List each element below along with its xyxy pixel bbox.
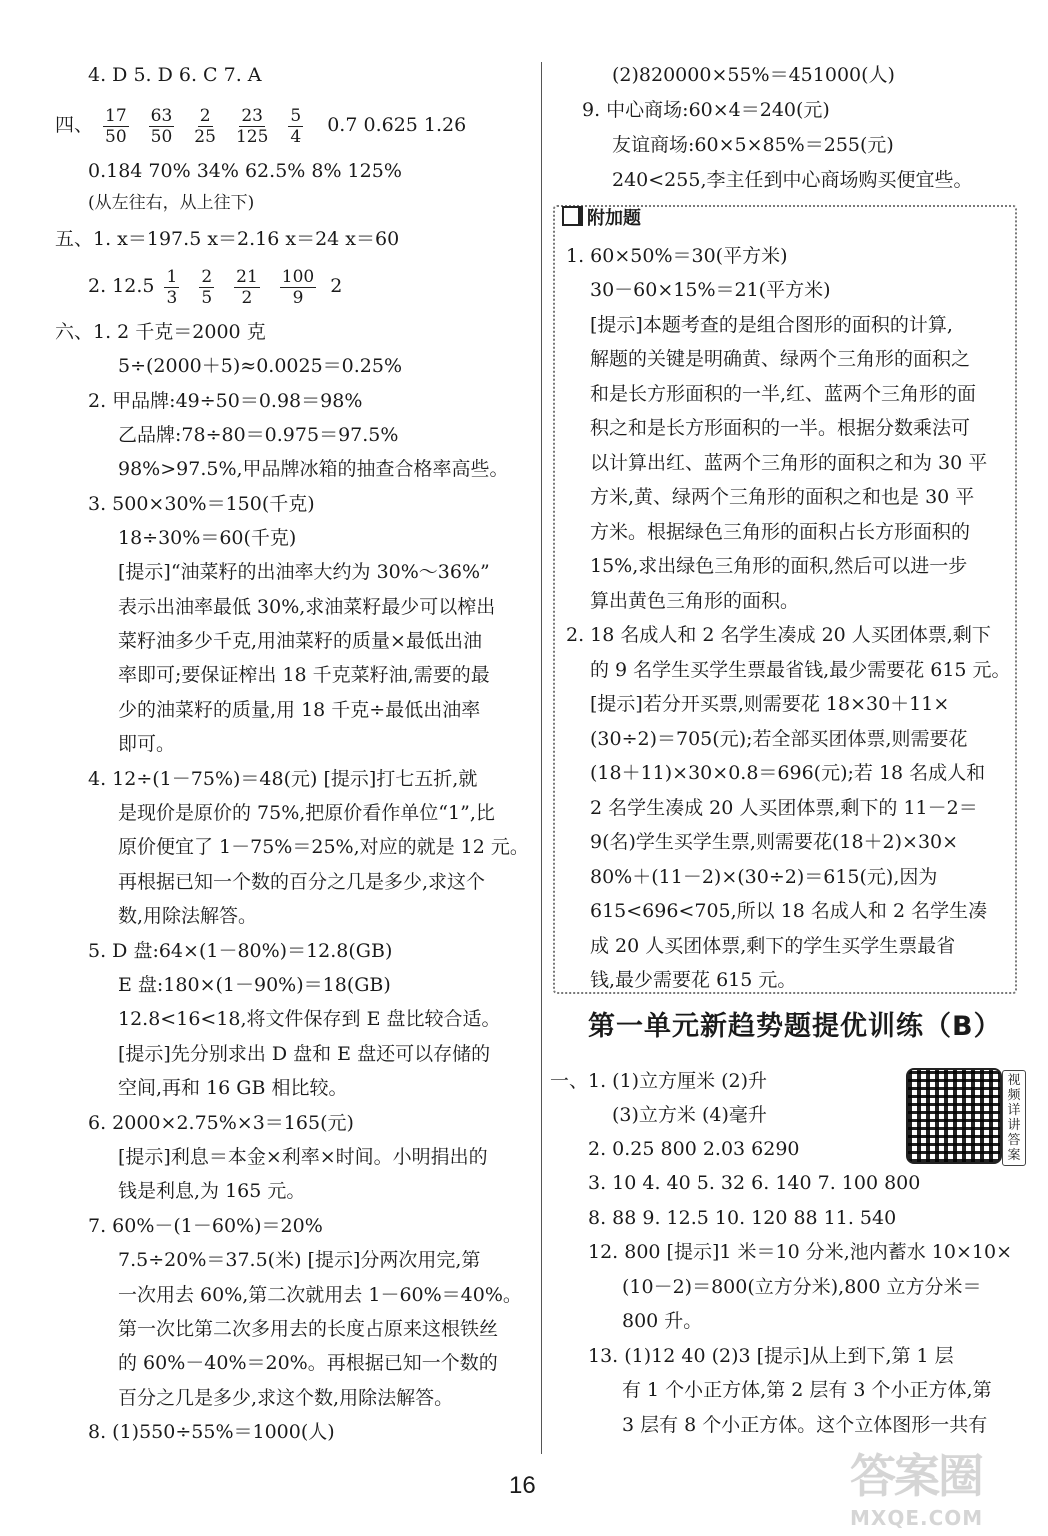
hint-line: 800 升。	[622, 1310, 703, 1332]
answer-line: 5÷(2000＋5)≈0.0025＝0.25%	[118, 355, 403, 377]
fraction-row	[55, 104, 466, 146]
numerator: 1	[166, 266, 178, 287]
fraction-list	[154, 266, 326, 308]
answer-line: 98%>97.5%,甲品牌冰箱的抽查合格率高些。	[118, 458, 509, 480]
answer-line: 7.5÷20%＝37.5(米) [提示]分两次用完,第	[118, 1249, 481, 1271]
hint-line: 的 60%－40%＝20%。再根据已知一个数的	[118, 1352, 498, 1374]
answer-line: 18÷30%＝60(千克)	[118, 527, 297, 549]
hint-line: [提示]先分别求出 D 盘和 E 盘还可以存储的	[118, 1043, 491, 1065]
numerator: 2	[201, 266, 213, 287]
denominator: 25	[194, 126, 216, 147]
answer-line: 8. 88 9. 12.5 10. 120 88 11. 540	[588, 1207, 897, 1229]
denominator: 50	[150, 126, 173, 147]
answer-line: (2)820000×55%＝451000(人)	[612, 64, 895, 86]
hint-line: 15%,求出绿色三角形的面积,然后可以进一步	[590, 555, 968, 577]
section-title: 第一单元新趋势题提优训练（B）	[588, 1011, 1002, 1042]
hint-line: 数,用除法解答。	[118, 905, 258, 927]
hint-line: 615<696<705,所以 18 名成人和 2 名学生凑	[590, 900, 988, 922]
hint-line: 少的油菜籽的质量,用 18 千克÷最低出油率	[118, 699, 481, 721]
answer-head: 2. 12.5	[88, 275, 155, 297]
answer-line: 一、1. (1)立方厘米 (2)升	[550, 1070, 768, 1092]
answer-line: 13. (1)12 40 (2)3 [提示]从上到下,第 1 层	[588, 1345, 954, 1367]
hint-line: 一次用去 60%,第二次就用去 1－60%＝40%。	[118, 1284, 522, 1306]
denominator: 125	[235, 126, 269, 147]
hint-line: 原价便宜了 1－75%＝25%,对应的就是 12 元。	[118, 836, 529, 858]
fraction	[288, 106, 303, 147]
answer-line: 六、1. 2 千克＝2000 克	[55, 321, 266, 343]
answer-line: 2. 18 名成人和 2 名学生凑成 20 人买团体票,剩下	[566, 624, 991, 646]
hint-line: 第一次比第二次多用去的长度占原来这根铁丝	[118, 1318, 499, 1340]
hint-line: 2 名学生凑成 20 人买团体票,剩下的 11－2＝	[590, 797, 978, 819]
denominator: 50	[105, 126, 127, 147]
answer-line: 7. 60%－(1－60%)＝20%	[88, 1215, 323, 1237]
answer-line: 乙品牌:78÷80＝0.975＝97.5%	[118, 424, 399, 446]
section-label: 四、	[55, 114, 94, 136]
numerator: 2	[199, 105, 211, 126]
hint-line: 3 层有 8 个小正方体。这个立体图形一共有	[622, 1414, 988, 1436]
answer-line: 4. D 5. D 6. C 7. A	[88, 64, 262, 86]
hint-line: 再根据已知一个数的百分之几是多少,求这个	[118, 871, 486, 893]
hint-line: [提示]“油菜籽的出油率大约为 30%～36%”	[118, 561, 490, 583]
hint-line: [提示]利息＝本金×利率×时间。小明捐出的	[118, 1146, 488, 1168]
answer-tail: 2	[330, 275, 343, 297]
answer-line: 的 9 名学生买学生票最省钱,最少需要花 615 元。	[590, 659, 1011, 681]
watermark-logo: 答案圈 MXQE.COM	[850, 1449, 984, 1530]
note-line: (从左往右，从上往下)	[88, 193, 255, 213]
hint-line: 钱,最少需要花 615 元。	[590, 969, 797, 991]
fraction	[199, 267, 214, 308]
fraction-list	[93, 105, 313, 147]
hint-line: 和是长方形面积的一半,红、蓝两个三角形的面	[590, 383, 977, 405]
answer-line: 12. 800 [提示]1 米＝10 分米,池内蓄水 10×10×	[588, 1241, 1013, 1263]
hint-line: 菜籽油多少千克,用油菜籽的质量×最低出油	[118, 630, 482, 652]
fraction	[234, 267, 260, 308]
hint-line: 解题的关键是明确黄、绿两个三角形的面积之	[590, 348, 971, 370]
answer-line: (3)立方米 (4)毫升	[612, 1104, 767, 1126]
hint-line: 方米,黄、绿两个三角形的面积之和也是 30 平	[590, 486, 975, 508]
column-divider	[541, 62, 542, 1454]
hint-line: [提示]本题考查的是组合图形的面积的计算,	[590, 314, 953, 336]
hint-line: 成 20 人买团体票,剩下的学生买学生票最省	[590, 935, 956, 957]
hint-line: 钱是利息,为 165 元。	[118, 1180, 306, 1202]
hint-line: [提示]若分开买票,则需要花 18×30＋11×	[590, 693, 950, 715]
numerator: 5	[290, 105, 302, 126]
fraction	[194, 106, 216, 147]
fraction	[280, 267, 316, 308]
denominator: 5	[201, 287, 213, 308]
answer-line: 240<255,李主任到中心商场购买便宜些。	[612, 169, 973, 191]
qr-label: 视频详讲答案	[1002, 1070, 1026, 1166]
answer-line: 友谊商场:60×5×85%＝255(元)	[612, 134, 894, 156]
hint-line: 表示出油率最低 30%,求油菜籽最少可以榨出	[118, 596, 496, 618]
numerator: 23	[241, 105, 263, 126]
answer-line: 2. 0.25 800 2.03 6290	[588, 1138, 800, 1160]
answer-line: 五、1. x＝197.5 x＝2.16 x＝24 x＝60	[55, 228, 400, 250]
bonus-box-title: 附加题	[562, 205, 641, 233]
hint-line: 有 1 个小正方体,第 2 层有 3 个小正方体,第	[622, 1379, 992, 1401]
answer-line: 5. D 盘:64×(1－80%)＝12.8(GB)	[88, 940, 393, 962]
numerator: 63	[150, 105, 173, 126]
answer-line: 8. (1)550÷55%＝1000(人)	[88, 1421, 335, 1443]
answer-line: 1. 60×50%＝30(平方米)	[566, 245, 788, 267]
hint-line: (30÷2)＝705(元);若全部买团体票,则需要花	[590, 728, 968, 750]
numerator: 21	[236, 266, 258, 287]
decimal-list: 0.7 0.625 1.26	[327, 114, 467, 136]
hint-line: 方米。根据绿色三角形的面积占长方形面积的	[590, 521, 971, 543]
hint-line: (18＋11)×30×0.8＝696(元);若 18 名成人和	[590, 762, 986, 784]
numerator: 17	[105, 105, 127, 126]
answer-line: 2. 甲品牌:49÷50＝0.98＝98%	[88, 390, 363, 412]
denominator: 9	[292, 287, 304, 308]
fraction-row	[88, 264, 342, 308]
fraction	[149, 106, 175, 147]
denominator: 3	[166, 287, 178, 308]
answer-line: 4. 12÷(1－75%)＝48(元) [提示]打七五折,就	[88, 768, 478, 790]
fraction	[164, 267, 179, 308]
qr-code-icon[interactable]	[906, 1068, 1002, 1164]
hint-line: 空间,再和 16 GB 相比较。	[118, 1077, 348, 1099]
page-number: 16	[509, 1472, 536, 1499]
fraction	[103, 106, 129, 147]
hint-line: 算出黄色三角形的面积。	[590, 590, 800, 612]
hint-line: (10－2)＝800(立方分米),800 立方分米＝	[622, 1276, 982, 1298]
answer-line: 0.184 70% 34% 62.5% 8% 125%	[88, 160, 402, 182]
answer-line: 3. 500×30%＝150(千克)	[88, 493, 315, 515]
hint-line: 以计算出红、蓝两个三角形的面积之和为 30 平	[590, 452, 988, 474]
denominator: 4	[290, 126, 302, 147]
answer-line: E 盘:180×(1－90%)＝18(GB)	[118, 974, 391, 996]
hint-line: 80%＋(11－2)×(30÷2)＝615(元),因为	[590, 866, 938, 888]
hint-line: 积之和是长方形面积的一半。根据分数乘法可	[590, 417, 971, 439]
answer-line: 6. 2000×2.75%×3＝165(元)	[88, 1112, 354, 1134]
answer-line: 30－60×15%＝21(平方米)	[590, 279, 831, 301]
denominator: 2	[241, 287, 253, 308]
hint-line: 是现价是原价的 75%,把原价看作单位“1”,比	[118, 802, 495, 824]
answer-line: 12.8<16<18,将文件保存到 E 盘比较合适。	[118, 1008, 501, 1030]
answer-line: 3. 10 4. 40 5. 32 6. 140 7. 100 800	[588, 1172, 921, 1194]
hint-line: 百分之几是多少,求这个数,用除法解答。	[118, 1387, 454, 1409]
bookmark-icon	[562, 206, 583, 226]
numerator: 100	[281, 266, 315, 287]
hint-line: 9(名)学生买学生票,则需要花(18＋2)×30×	[590, 831, 959, 853]
hint-line: 即可。	[118, 733, 176, 755]
answer-line: 9. 中心商场:60×4＝240(元)	[582, 99, 830, 121]
fraction	[236, 106, 268, 147]
hint-line: 率即可;要保证榨出 18 千克菜籽油,需要的最	[118, 664, 490, 686]
